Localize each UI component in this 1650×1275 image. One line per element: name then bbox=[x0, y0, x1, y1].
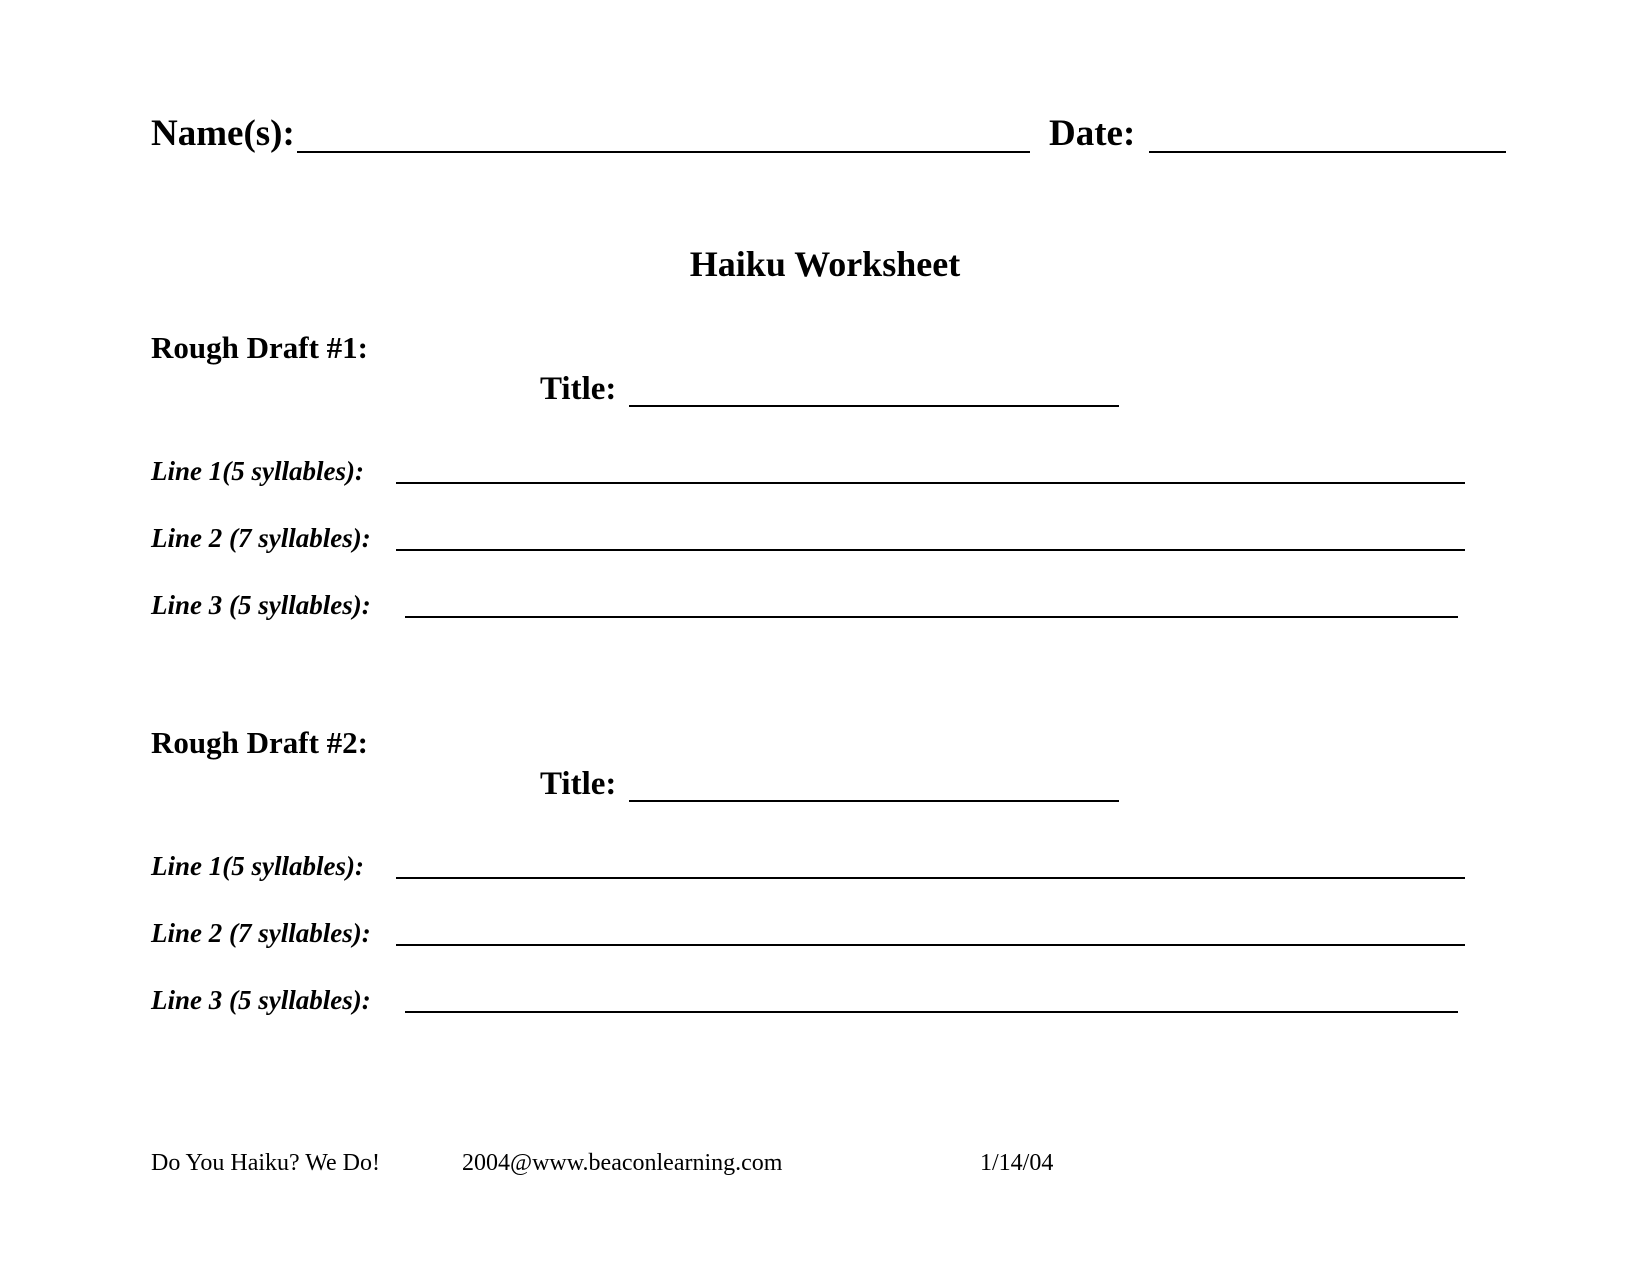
draft-1-line-3-blank[interactable] bbox=[405, 616, 1458, 618]
page-title: Haiku Worksheet bbox=[689, 244, 961, 284]
footer-source: 2004@www.beaconlearning.com bbox=[462, 1150, 783, 1176]
draft-2-line-2-blank[interactable] bbox=[396, 944, 1465, 946]
draft-2-line-3-label: Line 3 (5 syllables): bbox=[151, 985, 371, 1015]
footer-date: 1/14/04 bbox=[980, 1150, 1054, 1176]
draft-2-line-1-label: Line 1(5 syllables): bbox=[151, 851, 364, 881]
draft-1-line-1-blank[interactable] bbox=[396, 482, 1465, 484]
draft-1-line-3-label: Line 3 (5 syllables): bbox=[151, 590, 371, 620]
draft-2-line-2-label: Line 2 (7 syllables): bbox=[151, 918, 371, 948]
draft-2-heading: Rough Draft #2: bbox=[151, 725, 368, 760]
draft-2-line-3-blank[interactable] bbox=[405, 1011, 1458, 1013]
draft-2-title-blank[interactable] bbox=[629, 800, 1119, 802]
names-blank[interactable] bbox=[297, 151, 1030, 153]
draft-2-line-1-blank[interactable] bbox=[396, 877, 1465, 879]
names-label: Name(s): bbox=[151, 113, 295, 154]
draft-1-title-label: Title: bbox=[540, 371, 617, 407]
draft-2-title-label: Title: bbox=[540, 766, 617, 802]
footer-tagline: Do You Haiku? We Do! bbox=[151, 1150, 380, 1176]
date-blank[interactable] bbox=[1149, 151, 1506, 153]
draft-1-line-1-label: Line 1(5 syllables): bbox=[151, 456, 364, 486]
draft-1-line-2-label: Line 2 (7 syllables): bbox=[151, 523, 371, 553]
draft-1-line-2-blank[interactable] bbox=[396, 549, 1465, 551]
date-label: Date: bbox=[1049, 113, 1136, 154]
draft-1-title-blank[interactable] bbox=[629, 405, 1119, 407]
draft-1-heading: Rough Draft #1: bbox=[151, 330, 368, 365]
